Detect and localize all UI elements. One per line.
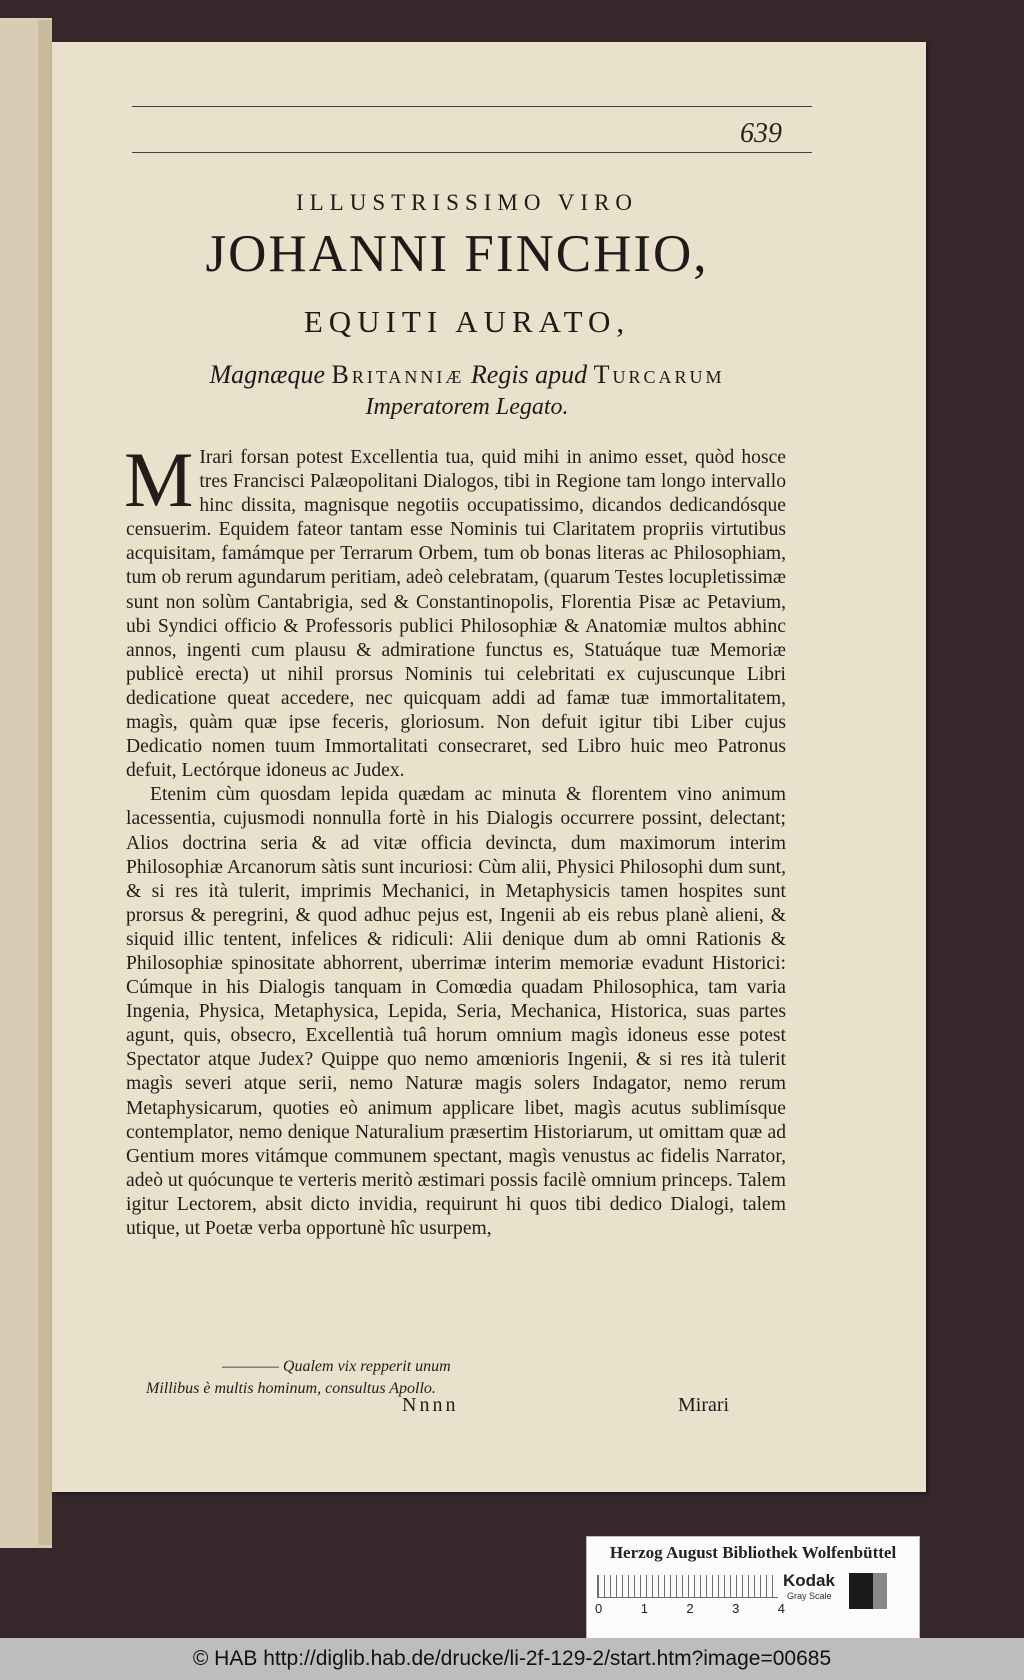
ruler-number: 2 [686,1601,694,1616]
dedication-line-1: ILLUSTRISSIMO VIRO [295,190,639,215]
header-rule [132,152,812,153]
body-text [124,436,786,1241]
paragraph-2: Etenim cùm quosdam lepida quædam ac minuta & florentem vino animum lacessentia, cujusmodi nonnulla fortè in his Dialogis occurrere possint, delectant; Alios doctrina seria & ad vitæ officia devincta, dum maximorum interim Philosophiæ Arcanorum sàtis sunt incuriosi: Cùm alii, Physici Philosophi dum sunt, & si res ità tulerit, imprimis Mechanici, in Metaphysicis tamen hospites sunt prorsus & peregrini, & quod adhuc pejus est, Ingenii ab eis rebus planè alieni, & siquid illic tentent, infelices & ridiculi: Alii denique dum ab omni Rationis & Philosophiæ spinositate abhorrent, uberrimæ interim memoriæ evadunt Historici: Cúmque in his Dialogis tanquam in Comœdia quadam Philosophica, tam varia Ingenia, Physica, Metaphysica, Lepida, Seria, Mechanica, Historica, suas partes agunt, quis, obsecro, Excellentià tuâ horum omnium magìs idoneus esse potest Spectator atque Judex? Quippe quo nemo amœnioris Ingenii, & si res ità tulerit magìs severi atque serii, nemo Naturæ magis solers Indagator, nemo rerum Metaphysicarum, quoties eò animum applicare libet, magìs acutus sublimísque contemplator, nemo denique Naturalium præsertim Historiarum, ut omittam quæ ad Gentium mores vitámque communem spectant, magìs venustus ac fidelis Narrator, adeò ut quócunque te verteris meritò æstimari possis facilè omnium princeps. Talem igitur Lectorem, absit dicto invidia, requirunt hi quos tibi dedico Dialogi, talem utique, ut Poetæ verba opportunè hîc usurpem, [126,784,786,1239]
dedication-line-2: JOHANNI FINCHIO, [205,225,709,283]
verse-line-2: Millibus è multis hominum, consultus Apollo. [146,1380,436,1397]
ruler-numbers [595,1601,785,1616]
dedication-line-4d: Turcarum [593,360,725,389]
paragraph-1-text: Irari forsan potest Excellentia tua, quid mihi in animo esset, quòd hosce tres Francisci Palæopolitani Dialogos, tibi in Regione tam longo intervallo hinc dissita, magnisque negotiis occupatissimo, dicandos dedicandósque censuerim. Equidem fateor tantam esse Nominis tui Claritatem propriis virtutibus acquisitam, famámque per Terrarum Orbem, tum ob bonas literas ac Philosophiam, tum ob rerum agundarum peritiam, adeò celebratam, (quarum Testes locupletissimæ sunt non solùm Cantabrigia, sed & Constantinopolis, Florentia Pisæ ac Petavium, ubi Syndici officio & Professoris publici Philosophiæ & Anatomiæ multos abhinc annos, ingenti cum plausu & admiratione functus es, Statuáque tuæ Memoriæ publicè erecta) ut nihil prorsus Nominis tui celebritati ex cujuscunque Libri dedicatione queat accedere, nec quicquam addi ad famæ tuæ immortalitatem, magìs, quàm quæ ipse feceris, gloriosum. Non defuit igitur tibi Liber cujus Dedicatio nomen tuum Immortalitati consecraret, sed Libro huic meo Patronus defuit, Lectórque idoneus ac Judex. [126,447,786,782]
ruler-number: 4 [777,1601,785,1616]
ruler-scale [597,1575,778,1598]
page-number: 639 [740,118,782,149]
paragraph-1 [124,436,786,783]
ruler-number: 1 [640,1601,648,1616]
black-swatch [849,1573,873,1609]
ruler-number: 0 [595,1601,603,1616]
left-page-fold [38,20,52,1545]
book-page [52,42,926,1492]
dedication-line-5: Imperatorem Legato. [365,394,569,420]
dedication-line-4b: Britanniæ [331,360,465,389]
dedication-line-4 [122,360,812,390]
top-rule [132,106,812,107]
ruler-number: 3 [732,1601,740,1616]
color-calibration-card [586,1536,920,1642]
gray-swatch [873,1573,887,1609]
verse-line-1: ———— Qualem vix repperit unum [222,1358,451,1375]
library-name: Herzog August Bibliothek Wolfenbüttel [609,1543,897,1562]
dedication-line-4c: Regis apud [470,360,588,389]
signature-mark: Nnnn [402,1394,459,1416]
drop-cap: M [124,436,194,523]
copyright-footer: © HAB http://diglib.hab.de/drucke/li-2f-129-2/start.htm?image=00685 [0,1638,1024,1680]
gray-scale-label: Gray Scale [787,1591,832,1601]
kodak-logo: Kodak [783,1571,835,1590]
dedication-line-4a: Magnæque [209,360,325,389]
dedication-line-3: EQUITI AURATO, [303,304,631,339]
catchword: Mirari [678,1394,730,1416]
